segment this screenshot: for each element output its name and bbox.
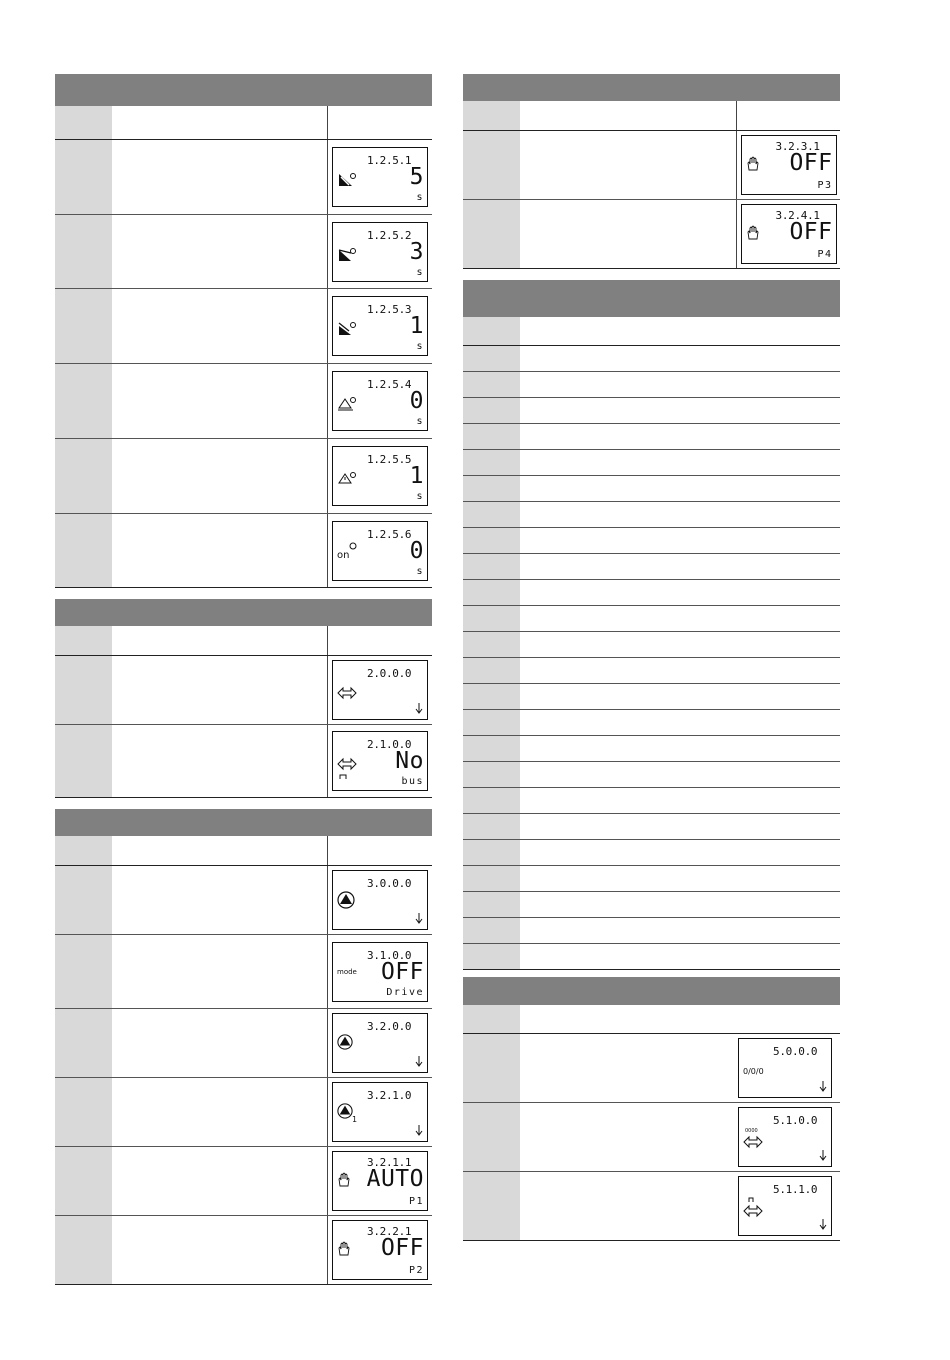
double-arrow-icon <box>743 1203 763 1219</box>
table-row <box>463 200 840 269</box>
arrow-down-icon <box>415 1124 423 1136</box>
display-value: No <box>395 748 424 774</box>
table-header <box>463 977 840 1005</box>
arrow-down-icon <box>415 702 423 714</box>
list-row <box>463 658 840 684</box>
double-arrow-icon <box>337 756 357 772</box>
list-row <box>463 632 840 658</box>
list-row <box>463 398 840 424</box>
table-subheader <box>463 1005 840 1034</box>
display-value: OFF <box>789 219 833 245</box>
table-subheader <box>55 626 432 656</box>
lcd-display <box>332 222 428 282</box>
table-row <box>55 656 432 725</box>
menu-code: 1.2.5.5 <box>367 453 412 466</box>
ramp-mid-icon <box>337 247 357 263</box>
menu-code: 3.2.1.0 <box>367 1089 412 1102</box>
menu-code: 3.2.2.1 <box>367 1225 412 1238</box>
alarm-delay-icon <box>337 471 357 487</box>
table-header <box>463 280 840 317</box>
list-row <box>463 476 840 502</box>
display-value: OFF <box>380 1235 424 1261</box>
list-row <box>463 424 840 450</box>
table-row <box>463 1103 840 1172</box>
lcd-display <box>332 147 428 207</box>
list-row <box>463 918 840 944</box>
table-row <box>463 1172 840 1241</box>
table-2 <box>55 599 432 798</box>
list-row <box>463 528 840 554</box>
display-value: 0 <box>409 388 424 414</box>
list-row <box>463 892 840 918</box>
display-value: 1 <box>409 313 424 339</box>
table-row <box>55 1147 432 1216</box>
menu-code: 2.1.0.0 <box>367 738 412 751</box>
display-unit: P1 <box>408 1196 424 1207</box>
list-row <box>463 502 840 528</box>
list-row <box>463 372 840 398</box>
display-unit: s <box>416 341 424 352</box>
display-unit: s <box>416 266 424 278</box>
table-subheader <box>55 106 432 140</box>
pump-icon <box>337 891 355 909</box>
hand-icon <box>337 1241 351 1257</box>
list-row <box>463 606 840 632</box>
pump-number: 1 <box>352 1115 358 1124</box>
lcd-display <box>332 1220 428 1280</box>
list-row <box>463 840 840 866</box>
table-row <box>55 514 432 588</box>
display-value: OFF <box>380 958 424 985</box>
menu-code: 1.2.5.6 <box>367 527 412 541</box>
table-header <box>55 599 432 626</box>
display-unit: P3 <box>817 180 833 191</box>
list-row <box>463 554 840 580</box>
menu-code: 5.1.0.0 <box>773 1114 818 1127</box>
menu-code: 3.0.0.0 <box>367 877 412 890</box>
pump-1-icon <box>337 1103 353 1119</box>
table-row <box>55 439 432 514</box>
list-row <box>463 944 840 970</box>
lcd-display <box>332 660 428 720</box>
display-unit: s <box>416 416 424 427</box>
lcd-display <box>332 1082 428 1142</box>
table-subheader <box>55 836 432 866</box>
menu-code: 3.2.1.1 <box>367 1156 412 1169</box>
lcd-display <box>741 135 837 195</box>
lcd-display <box>332 446 428 506</box>
menu-code: 3.2.3.1 <box>775 140 820 153</box>
display-value: OFF <box>789 150 833 176</box>
table-5 <box>463 280 840 970</box>
ramp-down-icon <box>337 321 357 337</box>
table-row <box>55 935 432 1009</box>
display-unit: Drive <box>386 986 424 998</box>
arrow-down-icon <box>415 1055 423 1067</box>
menu-code: 3.1.0.0 <box>367 948 412 962</box>
table-3 <box>55 809 432 1285</box>
table-row <box>55 866 432 935</box>
lcd-display <box>332 870 428 930</box>
list-row <box>463 450 840 476</box>
lcd-display <box>332 296 428 356</box>
list-row <box>463 684 840 710</box>
menu-code: 1.2.5.1 <box>367 154 412 167</box>
table-row <box>463 1034 840 1103</box>
menu-code: 3.2.4.1 <box>775 209 820 222</box>
mode-icon: mode <box>337 967 357 976</box>
double-arrow-icon <box>337 685 357 701</box>
display-unit: s <box>416 565 424 577</box>
menu-code: 1.2.5.3 <box>367 303 412 316</box>
table-row <box>55 1216 432 1285</box>
display-label: 0000 <box>745 1128 758 1134</box>
display-value: AUTO <box>366 1166 424 1192</box>
table-1-2-5 <box>55 74 432 588</box>
lcd-display <box>332 1151 428 1211</box>
list-row <box>463 346 840 372</box>
hand-icon <box>746 225 760 241</box>
table-row <box>55 364 432 439</box>
clock-icon <box>349 542 357 550</box>
lcd-display <box>332 731 428 791</box>
status-icon: 0/0/0 <box>743 1067 764 1076</box>
arrow-down-icon <box>415 912 423 924</box>
display-value: 5 <box>409 164 424 190</box>
table-row <box>55 1078 432 1147</box>
list-row <box>463 710 840 736</box>
hand-icon <box>337 1172 351 1188</box>
table-row <box>55 140 432 215</box>
table-row <box>55 1009 432 1078</box>
table-row <box>463 131 840 200</box>
table-row <box>55 725 432 798</box>
display-unit: s <box>416 192 424 203</box>
list-row <box>463 762 840 788</box>
lcd-display <box>332 521 428 581</box>
lcd-display <box>332 942 428 1002</box>
table-row <box>55 215 432 289</box>
table-subheader <box>463 101 840 131</box>
arrow-down-icon <box>819 1080 827 1092</box>
hand-icon <box>746 156 760 172</box>
menu-code: 2.0.0.0 <box>367 667 412 680</box>
list-row <box>463 736 840 762</box>
table-4 <box>463 74 840 269</box>
display-unit: P4 <box>817 249 833 260</box>
lcd-display <box>738 1038 832 1098</box>
arrow-down-icon <box>819 1218 827 1230</box>
table-6 <box>463 977 840 1241</box>
table-header <box>463 74 840 101</box>
display-value: 1 <box>409 463 424 489</box>
lcd-display <box>332 1013 428 1073</box>
menu-code: 3.2.0.0 <box>367 1020 412 1033</box>
lcd-display <box>741 204 837 264</box>
double-arrow-icon <box>743 1134 763 1150</box>
list-row <box>463 814 840 840</box>
display-value: 3 <box>409 238 424 265</box>
table-header <box>55 809 432 836</box>
table-header <box>55 74 432 106</box>
display-unit: bus <box>401 776 424 787</box>
display-unit: s <box>416 491 424 502</box>
list-row <box>463 788 840 814</box>
list-row <box>463 866 840 892</box>
list-row <box>463 580 840 606</box>
arrow-down-icon <box>819 1149 827 1161</box>
table-subheader <box>463 317 840 346</box>
lcd-display <box>738 1107 832 1167</box>
alarm-delay-icon <box>337 396 357 412</box>
lcd-display <box>738 1176 832 1236</box>
display-unit: P2 <box>408 1265 424 1276</box>
display-value: 0 <box>409 537 424 564</box>
ramp-up-icon <box>337 172 357 188</box>
menu-code: 5.1.1.0 <box>773 1183 818 1196</box>
menu-code: 1.2.5.2 <box>367 228 412 242</box>
on-delay-icon: on <box>337 549 350 561</box>
bus-icon <box>339 774 347 780</box>
menu-code: 5.0.0.0 <box>773 1045 818 1058</box>
lcd-display <box>332 371 428 431</box>
table-row <box>55 289 432 364</box>
pump-icon <box>337 1034 353 1050</box>
menu-code: 1.2.5.4 <box>367 378 412 391</box>
